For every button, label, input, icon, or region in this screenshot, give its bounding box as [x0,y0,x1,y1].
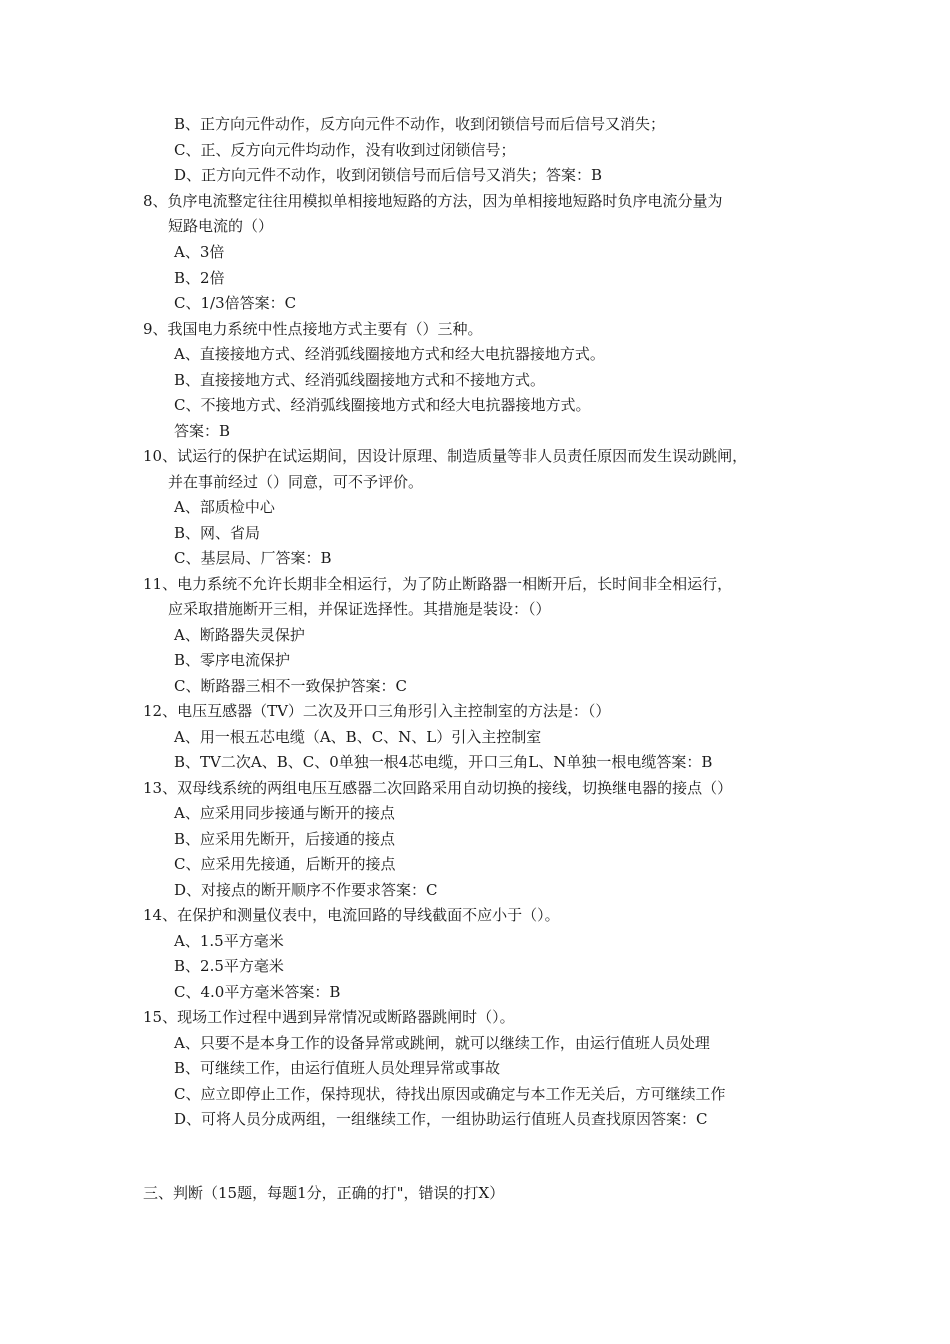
question-11: 11、电力系统不允许长期非全相运行，为了防止断路器一相断开后，长时间非全相运行， [143,575,733,593]
question-15: 15、现场工作过程中遇到异常情况或断路器跳闸时（）。 [143,1008,515,1026]
option-line: C、断路器三相不一致保护答案：C [174,677,407,695]
question-14: 14、在保护和测量仪表中，电流回路的导线截面不应小于（）。 [143,906,560,924]
option-line: B、应采用先断开，后接通的接点 [174,830,396,848]
option-line: D、正方向元件不动作，收到闭锁信号而后信号又消失；答案：B [174,166,603,184]
option-line: A、1.5平方毫米 [174,932,284,950]
option-line: B、正方向元件动作，反方向元件不动作，收到闭锁信号而后信号又消失； [174,115,666,133]
option-line: A、只要不是本身工作的设备异常或跳闸，就可以继续工作，由运行值班人员处理 [174,1034,710,1052]
question-13: 13、双母线系统的两组电压互感器二次回路采用自动切换的接线，切换继电器的接点（） [143,779,733,797]
question-8: 8、负序电流整定往往用模拟单相接地短路的方法，因为单相接地短路时负序电流分量为 [143,192,723,210]
answer-line: 答案：B [174,422,231,440]
question-continuation: 并在事前经过（）同意，可不予评价。 [168,473,424,491]
question-continuation: 应采取措施断开三相，并保证选择性。其措施是装设：（） [168,600,551,618]
option-line: C、应采用先接通，后断开的接点 [174,855,396,873]
option-line: B、TV二次A、B、C、0单独一根4芯电缆，开口三角L、N单独一根电缆答案：B [174,753,713,771]
option-line: B、2.5平方毫米 [174,957,284,975]
option-line: A、用一根五芯电缆（A、B、C、N、L）引入主控制室 [174,728,542,746]
option-line: C、基层局、厂答案：B [174,549,332,567]
option-line: B、零序电流保护 [174,651,291,669]
option-line: A、应采用同步接通与断开的接点 [174,804,395,822]
option-line: D、对接点的断开顺序不作要求答案：C [174,881,438,899]
option-line: C、1/3倍答案：C [174,294,297,312]
section-heading: 三、判断（15题，每题1分，正确的打"，错误的打X） [143,1184,505,1202]
option-line: A、3倍 [174,243,225,261]
question-10: 10、试运行的保护在试运期间，因设计原理、制造质量等非人员责任原因而发生误动跳闸， [143,447,748,465]
option-line: C、正、反方向元件均动作，没有收到过闭锁信号； [174,141,516,159]
option-line: B、网、省局 [174,524,261,542]
option-line: B、直接接地方式、经消弧线圈接地方式和不接地方式。 [174,371,546,389]
question-12: 12、电压互感器（TV）二次及开口三角形引入主控制室的方法是：（） [143,702,611,720]
question-9: 9、我国电力系统中性点接地方式主要有（）三种。 [143,320,483,338]
option-line: C、应立即停止工作，保持现状，待找出原因或确定与本工作无关后，方可继续工作 [174,1085,726,1103]
option-line: A、部质检中心 [174,498,275,516]
option-line: D、可将人员分成两组，一组继续工作，一组协助运行值班人员查找原因答案：C [174,1110,708,1128]
option-line: B、2倍 [174,269,225,287]
option-line: A、直接接地方式、经消弧线圈接地方式和经大电抗器接地方式。 [174,345,605,363]
option-line: C、不接地方式、经消弧线圈接地方式和经大电抗器接地方式。 [174,396,591,414]
question-continuation: 短路电流的（） [168,217,274,235]
option-line: C、4.0平方毫米答案：B [174,983,341,1001]
option-line: A、断路器失灵保护 [174,626,305,644]
option-line: B、可继续工作，由运行值班人员处理异常或事故 [174,1059,501,1077]
